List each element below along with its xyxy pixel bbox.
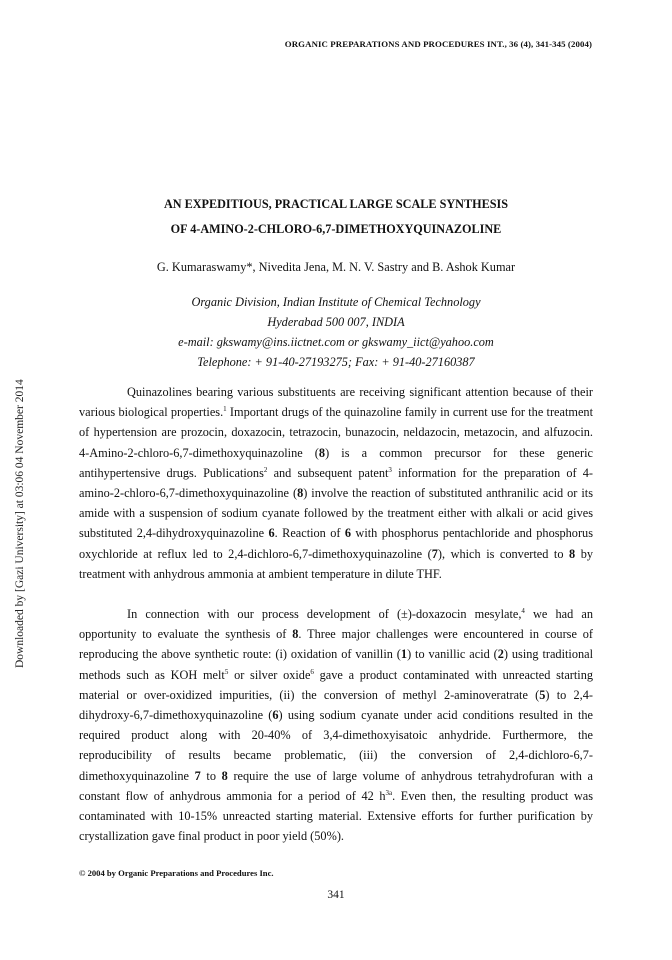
compound-number: 6 [344, 526, 352, 541]
affiliation-division: Organic Division, Indian Institute of Chemical Technology [191, 295, 481, 309]
compound-number: 8 [292, 627, 299, 642]
compound-number: 6 [272, 708, 279, 723]
download-note: Downloaded by [Gazi University] at 03:06 04 November 2014 [14, 379, 26, 668]
citation-ref: 1 [223, 405, 227, 414]
copyright-notice: © 2004 by Organic Preparations and Procedures Inc. [79, 868, 274, 878]
citation-ref: 3 [388, 465, 392, 474]
citation-ref: 5 [224, 667, 229, 676]
page-number: 341 [327, 889, 345, 901]
compound-number: 7 [431, 546, 438, 561]
article-title-line-2: OF 4-AMINO-2-CHLORO-6,7-DIMETHOXYQUINAZOLINE [170, 222, 502, 236]
citation-ref: 3a [385, 788, 393, 797]
compound-number: 7 [194, 768, 201, 783]
author-list: G. Kumaraswamy*, Nivedita Jena, M. N. V. Sastry and B. Ashok Kumar [156, 260, 516, 274]
compound-number: 2 [497, 647, 504, 662]
body-paragraph-2: In connection with our process development of (±)-doxazocin mesylate,$^4$ we had an opportunity to evaluate the synthesis of 8. Three major challenges were encountered in course of reproducing the above synthetic route: (i) oxidation of vanillin (1) to vanillic acid (2) using traditional methods such as KOH melt$^5$ or silver oxide$^6$ gave a product contaminated with unreacted starting material or over-oxidized impurities, (ii) the conversion of methyl 2-aminoveratrate (5) to 2,4-dihydroxy-6,7-dimethoxyquinazoline (6) using sodium cyanate under acid conditions resulted in the required product along with 20-40% of 3,4-dimethoxyisatoic anhydride. Furthermore, the reproducibility of results became problematic, (iii) the conversion of 2,4-dichloro-6,7-dimethoxyquinazoline 7 to 8 require the use of large volume of anhydrous tetrahydrofuran with a constant flow of anhydrous ammonia for a period of 42 $h^{3a}$. Even then, the resulting product was contaminated with 10-15% unreacted starting material. Extensive efforts for further purification by crystallization gave final product in poor yield (50%). [79, 607, 594, 844]
compound-number: 1 [400, 647, 408, 662]
contact-phone: Telephone: + 91-40-27193275; Fax: + 91-40-27160387 [197, 355, 475, 369]
compound-number: 8 [221, 768, 228, 783]
journal-header: ORGANIC PREPARATIONS AND PROCEDURES INT., 36 (4), 341-345 (2004) [284, 39, 592, 49]
compound-number: 8 [318, 445, 326, 460]
contact-email: e-mail: gkswamy@ins.iictnet.com or gkswamy_iict@yahoo.com [178, 335, 494, 349]
body-paragraph-1: Quinazolines bearing various substituents are receiving significant attention because of their various biological properties.$^1$ Important drugs of the quinazoline family in current use for the treatment of hypertension are prozocin, doxazocin, tetrazocin, bunazocin, neldazocin, metazocin, and alfuzocin. 4-Amino-2-chloro-6,7-dimethoxyquinazoline (8) is a common precursor for these generic antihypertensive drugs. Publications$^2$ and subsequent patent$^3$ information for the preparation of 4-amino-2-chloro-6,7-dimethoxyquinazoline (8) involve the reaction of substituted anthranilic acid or its amide with a suspension of sodium cyanate followed by the treatment either with alkali or acid gives substituted 2,4-dihydroxyquinazoline 6. Reaction of 6 with phosphorus pentachloride and phosphorus oxychloride at reflux led to 2,4-dichloro-6,7-dimethoxyquinazoline (7), which is converted to 8 by treatment with anhydrous ammonia at ambient temperature in dilute THF. [79, 385, 594, 581]
compound-number: 6 [268, 526, 275, 541]
citation-ref: 4 [521, 607, 525, 615]
affiliation-city: Hyderabad 500 007, INDIA [267, 315, 405, 329]
compound-number: 5 [539, 687, 546, 702]
citation-ref: 6 [310, 667, 314, 676]
article-title-line-1: AN EXPEDITIOUS, PRACTICAL LARGE SCALE SYNTHESIS [163, 197, 509, 211]
download-sidebar [6, 318, 26, 668]
citation-ref: 2 [263, 465, 268, 474]
compound-number: 8 [297, 486, 304, 501]
compound-number: 8 [569, 546, 576, 561]
